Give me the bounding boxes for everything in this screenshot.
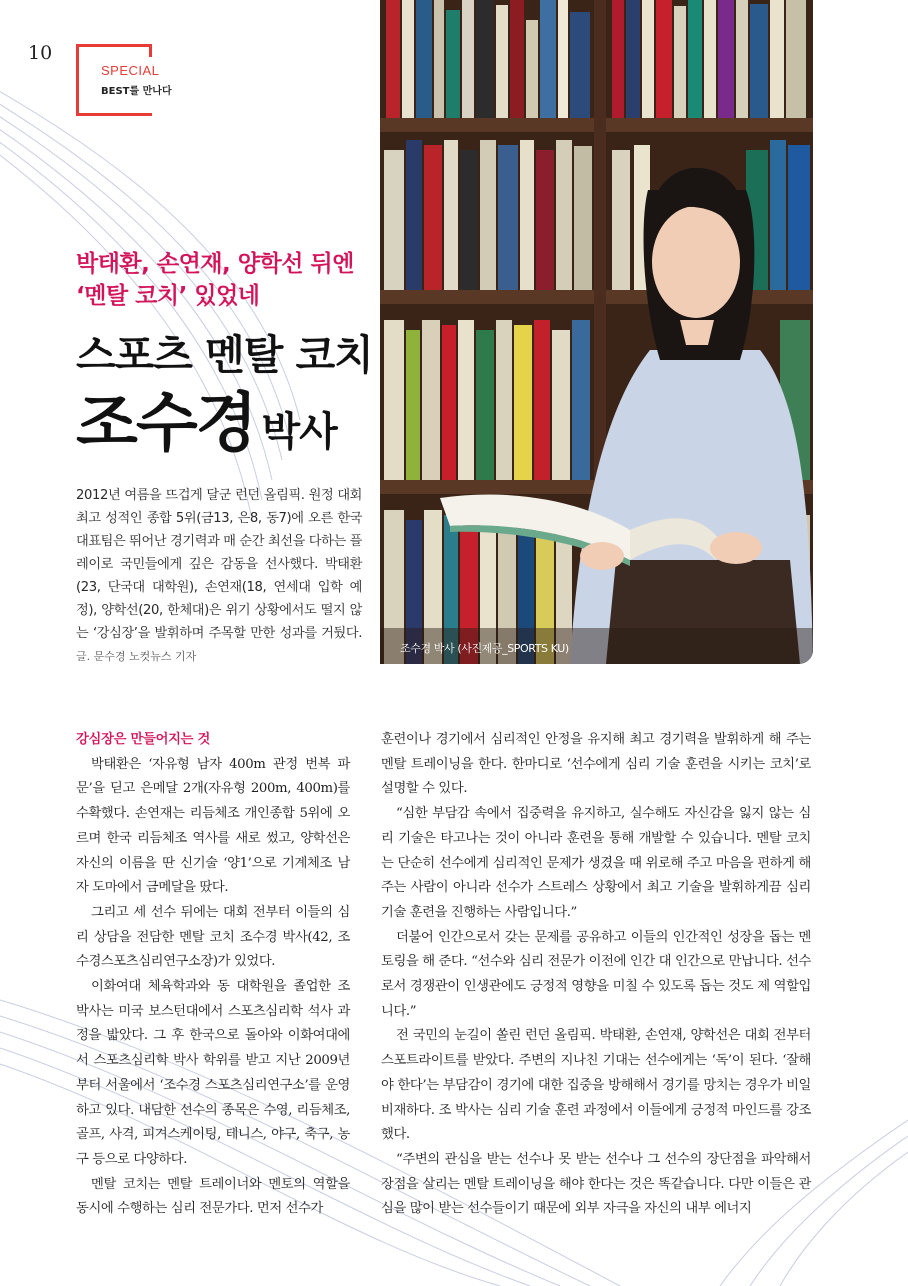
kicker-line-1: 박태환, 손연재, 양학선 뒤엔 <box>76 251 354 277</box>
page-number: 10 <box>28 42 53 64</box>
photo-caption: 조수경 박사 (사진제공_SPORTS KU) <box>400 642 569 655</box>
kicker-line-2: ‘멘탈 코치’ 있었네 <box>76 283 260 309</box>
body-subhead: 강심장은 만들어지는 것 <box>76 732 211 747</box>
body-paragraph: 전 국민의 눈길이 쏠린 런던 올림픽. 박태환, 손연재, 양학선은 대회 전부터 스포트라이트를 받았다. 주변의 지나친 기대는 선수에게는 ‘독’이 된다. ‘잘해야 한다’는 부담감이 경기에 대한 집중을 방해해서 경기를 망치는 경우가 비일비재하다. 조 박사는 심리 기술 훈련 과정에서 이들에게 긍정적 마인드를 강조했다. <box>381 1028 811 1143</box>
body-column-left <box>76 728 350 1222</box>
bookshelf-portrait-image <box>380 0 813 664</box>
headline-kicker <box>76 248 376 312</box>
body-paragraph: 박태환은 ‘자유형 남자 400m 관정 번복 파문’을 딛고 은메달 2개(자유형 200m, 400m)를 수확했다. 손연재는 리듬체조 개인종합 5위에 오르며 한국 리듬체조 역사를 새로 썼고, 양학선은 자신의 이름을 딴 신기술 ‘양1’으로 기계체조 남자 도마에서 금메달을 땄다. <box>76 756 350 896</box>
body-paragraph: “주변의 관심을 받는 선수나 못 받는 선수나 그 선수의 장단점을 파악해서 장점을 살리는 멘탈 트레이닝을 해야 한다는 것은 똑같습니다. 다만 이들은 관심을 많이 받는 선수들이기 때문에 외부 자극을 자신의 내부 에너지 <box>381 1151 811 1217</box>
section-label: SPECIAL <box>101 63 160 78</box>
body-paragraph: 더불어 인간으로서 갖는 문제를 공유하고 이들의 인간적인 성장을 돕는 멘토링을 해 준다. “선수와 심리 전문가 이전에 인간 대 인간으로 만납니다. 선수로서 경쟁관이 인생관에도 긍정적 영향을 미칠 수 있도록 돕는 것도 제 역할입니다.” <box>381 929 811 1019</box>
body-paragraph: “심한 부담감 속에서 집중력을 유지하고, 실수해도 자신감을 잃지 않는 심리 기술은 타고나는 것이 아니라 훈련을 통해 개발할 수 있습니다. 멘탈 코치는 단순히 선수에게 심리적인 문제가 생겼을 때 위로해 주고 마음을 편하게 해 주는 사람이 아니라 선수가 스트레스 상황에서 최고 기술을 발휘하게끔 심리 기술 훈련을 진행하는 사람입니다.” <box>381 806 811 920</box>
portrait-photo <box>380 0 813 664</box>
section-badge <box>76 44 172 116</box>
body-paragraph: 그리고 세 선수 뒤에는 대회 전부터 이들의 심리 상담을 전담한 멘탈 코치 조수경 박사(42, 조수경스포츠심리연구소장)가 있었다. <box>76 904 350 970</box>
headline-title-1: 스포츠 멘탈 코치 <box>76 331 373 379</box>
body-paragraph: 이화여대 체육학과와 동 대학원을 졸업한 조 박사는 미국 보스턴대에서 스포츠심리학 석사 과정을 밟았다. 그 후 한국으로 돌아와 이화여대에서 스포츠심리학 박사 학위를 받고 지난 2009년부터 서울에서 ‘조수경 스포츠심리연구소’를 운영하고 있다. 내담한 선수의 종목은 수영, 리듬체조, 골프, 사격, 피겨스케이팅, 테니스, 야구, 축구, 농구 등으로 다양하다. <box>76 979 350 1167</box>
headline-name: 조수경 <box>76 387 256 461</box>
byline: 글. 문수경 노컷뉴스 기자 <box>76 650 197 663</box>
body-column-right <box>381 728 811 1222</box>
headline-suffix: 박사 <box>261 409 337 455</box>
section-sublabel: BEST를 만나다 <box>101 86 172 97</box>
lead-paragraph <box>76 484 362 668</box>
body-paragraph: 멘탈 코치는 멘탈 트레이너와 멘토의 역할을 동시에 수행하는 심리 전문가다. 먼저 선수가 <box>76 1176 350 1217</box>
body-paragraph: 훈련이나 경기에서 심리적인 안정을 유지해 최고 경기력을 발휘하게 해 주는 멘탈 트레이닝을 한다. 한마디로 ‘선수에게 심리 기술 훈련을 시키는 코치’로 설명할 수 있다. <box>381 732 811 797</box>
lead-text: 2012년 여름을 뜨겁게 달군 런던 올림픽. 원정 대회 최고 성적인 종합 5위(금13, 은8, 동7)에 오른 한국 대표팀은 뛰어난 경기력과 매 순간 최선을 다하는 플레이로 국민들에게 깊은 감동을 선사했다. 박태환(23, 단국대 대학원), 손연재(18, 연세대 입학 예정), 양학선(20, 한체대)은 위기 상황에서도 떨지 않는 ‘강심장’을 발휘하며 주목할 만한 성과를 거뒀다. <box>76 488 362 641</box>
headline-title-2 <box>76 372 337 464</box>
